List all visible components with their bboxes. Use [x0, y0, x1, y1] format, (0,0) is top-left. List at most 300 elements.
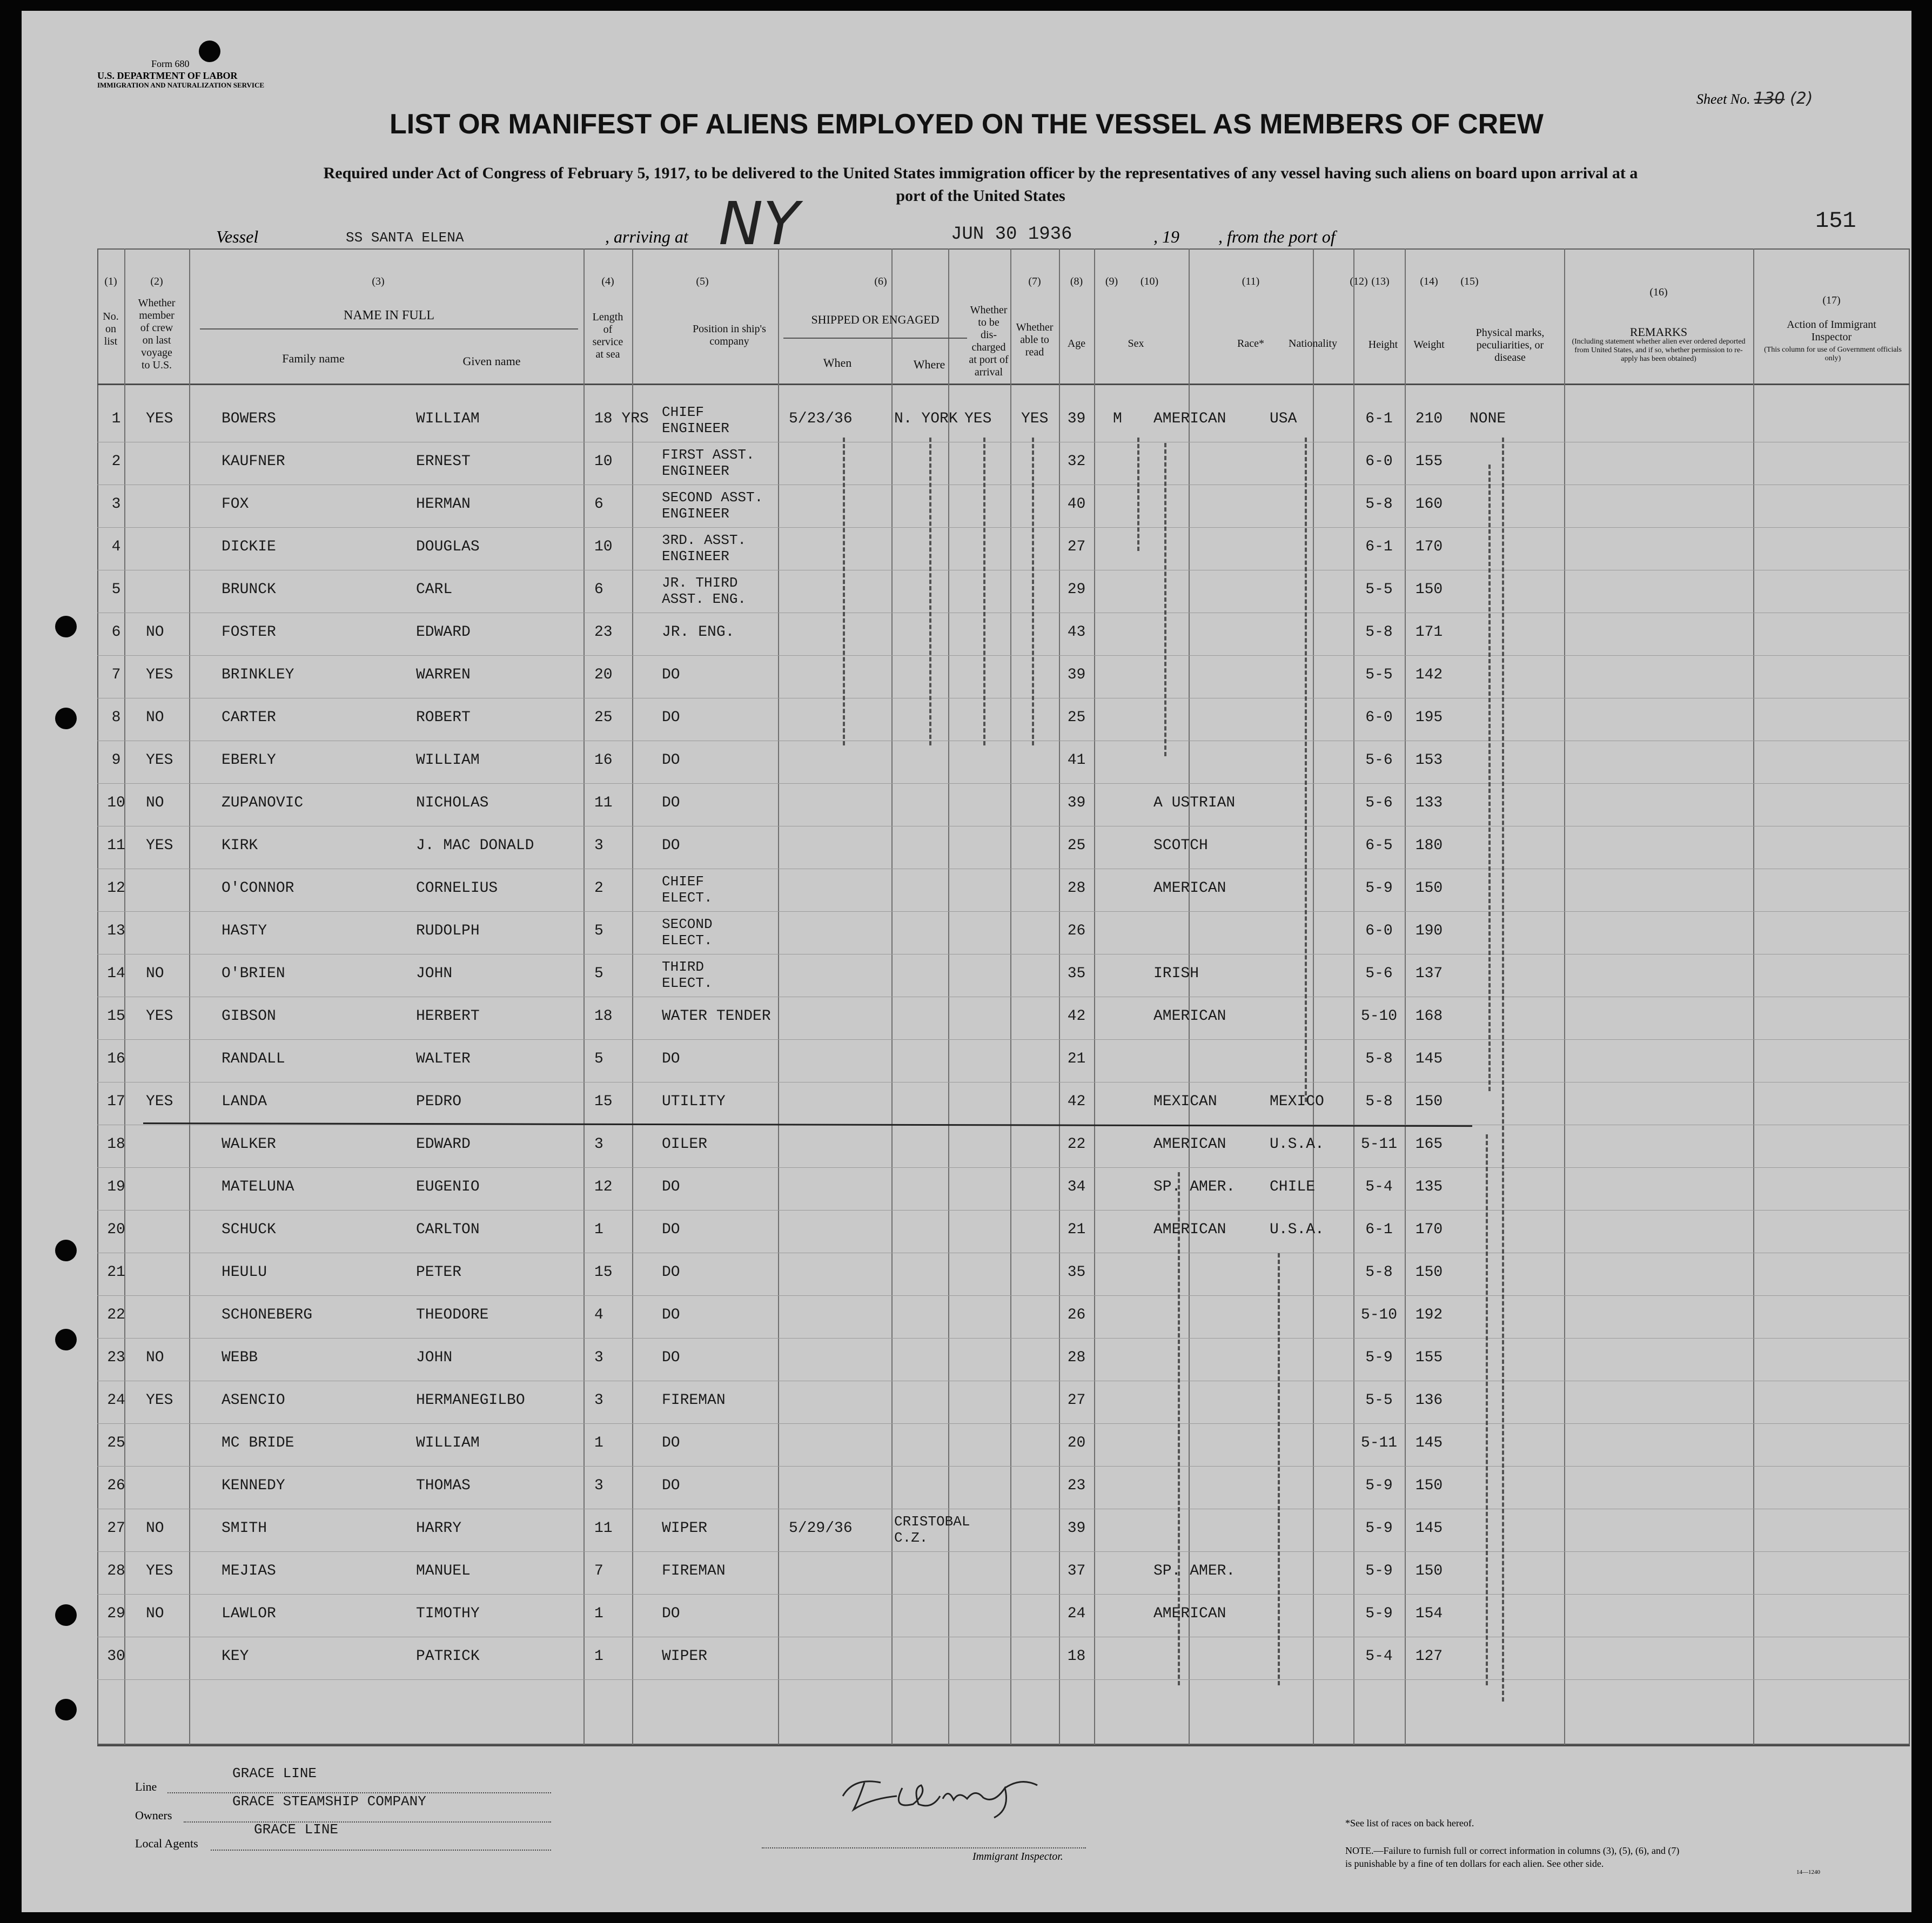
line-value: GRACE LINE — [232, 1765, 317, 1781]
given-name-cell: MANUEL — [416, 1563, 471, 1579]
local-agents-value: GRACE LINE — [254, 1821, 339, 1838]
length-of-service-cell: 3 — [594, 1477, 603, 1494]
race-cell: SCOTCH — [1153, 837, 1208, 854]
punch-hole — [55, 708, 77, 729]
age-cell: 42 — [1067, 1093, 1086, 1110]
given-name-cell: WILLIAM — [416, 752, 480, 769]
height-cell: 5-11 — [1360, 1136, 1398, 1153]
crew-last-voyage-cell: YES — [146, 1093, 173, 1110]
crew-last-voyage-cell: NO — [146, 965, 164, 982]
age-cell: 18 — [1067, 1648, 1086, 1665]
row-number-cell: 19 — [107, 1179, 125, 1195]
crew-last-voyage-cell: NO — [146, 709, 164, 726]
weight-cell: 150 — [1415, 1264, 1443, 1281]
height-cell: 5-10 — [1360, 1008, 1398, 1025]
weight-cell: 170 — [1415, 539, 1443, 555]
length-of-service-cell: 12 — [594, 1179, 613, 1195]
shipped-when-cell: 5/23/36 — [789, 411, 853, 427]
given-name-cell: WALTER — [416, 1051, 471, 1067]
height-cell: 5-9 — [1365, 1605, 1393, 1622]
ditto-mark — [1486, 1134, 1488, 1685]
ditto-mark — [1178, 1172, 1180, 1685]
age-cell: 27 — [1067, 1392, 1086, 1409]
height-cell: 5-5 — [1365, 667, 1393, 683]
age-cell: 26 — [1067, 1307, 1086, 1323]
position-cell: WATER TENDER — [662, 1008, 771, 1025]
length-of-service-cell: 6 — [594, 496, 603, 513]
position-cell: DO — [662, 1349, 680, 1366]
weight-cell: 150 — [1415, 1477, 1443, 1494]
position-cell: JR. THIRD ASST. ENG. — [662, 575, 747, 607]
position-cell: DO — [662, 709, 680, 726]
weight-cell: 180 — [1415, 837, 1443, 854]
length-of-service-cell: 11 — [594, 1520, 613, 1537]
family-name-cell: SMITH — [222, 1520, 267, 1537]
crew-last-voyage-cell: NO — [146, 1605, 164, 1622]
age-cell: 35 — [1067, 1264, 1086, 1281]
arrival-port-handwritten: NY — [719, 189, 800, 258]
race-cell: SP. AMER. — [1153, 1563, 1236, 1579]
age-cell: 28 — [1067, 1349, 1086, 1366]
owners-value: GRACE STEAMSHIP COMPANY — [232, 1793, 426, 1810]
position-cell: DO — [662, 667, 680, 683]
weight-cell: 192 — [1415, 1307, 1443, 1323]
family-name-cell: WEBB — [222, 1349, 258, 1366]
length-of-service-cell: 20 — [594, 667, 613, 683]
crew-last-voyage-cell: NO — [146, 1349, 164, 1366]
age-cell: 42 — [1067, 1008, 1086, 1025]
given-name-cell: J. MAC DONALD — [416, 837, 534, 854]
position-cell: WIPER — [662, 1648, 708, 1665]
position-cell: DO — [662, 1264, 680, 1281]
height-cell: 5-8 — [1365, 496, 1393, 513]
weight-cell: 137 — [1415, 965, 1443, 982]
crew-last-voyage-cell: NO — [146, 1520, 164, 1537]
given-name-cell: WILLIAM — [416, 1435, 480, 1451]
length-of-service-cell: 25 — [594, 709, 613, 726]
age-cell: 34 — [1067, 1179, 1086, 1195]
family-name-cell: FOX — [222, 496, 249, 513]
col-family-name: Family name — [282, 352, 345, 365]
position-cell: CHIEF ELECT. — [662, 873, 713, 906]
row-number-cell: 11 — [107, 837, 125, 854]
weight-cell: 135 — [1415, 1179, 1443, 1195]
family-name-cell: CARTER — [222, 709, 276, 726]
age-cell: 23 — [1067, 1477, 1086, 1494]
punch-hole — [199, 41, 220, 62]
height-cell: 5-6 — [1365, 965, 1393, 982]
length-of-service-cell: 11 — [594, 795, 613, 811]
sheet-number-value: 1̶3̶0̶ (2) — [1754, 89, 1813, 108]
row-number-cell: 6 — [111, 624, 121, 641]
nationality-cell: U.S.A. — [1270, 1136, 1324, 1153]
family-name-cell: SCHONEBERG — [222, 1307, 313, 1323]
length-of-service-cell: 4 — [594, 1307, 603, 1323]
col-name-in-full: NAME IN FULL — [344, 308, 434, 322]
row-number-cell: 14 — [107, 965, 125, 982]
row-number-cell: 22 — [107, 1307, 125, 1323]
given-name-cell: EDWARD — [416, 624, 471, 641]
age-cell: 27 — [1067, 539, 1086, 555]
ditto-mark — [929, 438, 931, 745]
age-cell: 43 — [1067, 624, 1086, 641]
row-number-cell: 16 — [107, 1051, 125, 1067]
position-cell: DO — [662, 837, 680, 854]
position-cell: DO — [662, 1179, 680, 1195]
family-name-cell: LAWLOR — [222, 1605, 276, 1622]
from-port-label: , from the port of — [1218, 227, 1336, 246]
height-cell: 5-10 — [1360, 1307, 1398, 1323]
ditto-mark — [983, 438, 985, 745]
length-of-service-cell: 18 YRS — [594, 411, 649, 427]
height-cell: 5-8 — [1365, 624, 1393, 641]
row-number-cell: 5 — [111, 581, 121, 598]
family-name-cell: DICKIE — [222, 539, 276, 555]
vessel-name: SS SANTA ELENA — [346, 230, 464, 246]
height-cell: 6-1 — [1365, 1221, 1393, 1238]
shipped-where-cell: N. YORK — [894, 411, 958, 427]
col-when: When — [823, 356, 852, 369]
age-cell: 39 — [1067, 667, 1086, 683]
punch-hole — [55, 1604, 77, 1626]
page-subtitle: Required under Act of Congress of February 5, 1917, to be delivered to the United States immigration officer by the representatives of any vessel having such aliens on board upon arrival at a port of the United States — [323, 164, 1638, 205]
ditto-mark — [1278, 1253, 1280, 1685]
length-of-service-cell: 6 — [594, 581, 603, 598]
weight-cell: 153 — [1415, 752, 1443, 769]
manifest-sheet: Form 680 U.S. DEPARTMENT OF LABOR IMMIGRATION AND NATURALIZATION SERVICE Sheet No. 1̶3̶0̶ (2) LIST OR MANIFEST OF ALIENS EMPLOYED ON THE VESSEL AS MEMBERS OF CREW Required under Act of Congress of February 5, 1917, to be delivered to the United States immigration officer by the representatives of any vessel having such aliens on board upon arrival at a port of the United States 151 Vessel SS SANTA ELENA , arriving at NY JUN 30 1936 , 19 , from the port of (1) (2) (3) (4) (5) (6) (7) (8) (9) (10) (11) (12) (13) (14) (15) (16) (17) No. on list Whether member of crew on last voyage to U.S. NAME IN FULL Family name Given name Length of service at sea Position in ship's company SHIPPED OR ENGAGED When Where Whether to be dis- charged at port of arrival Whether able to read Age Sex Race* Nationality Height Weight Physical marks, peculiarities, or disease REMARKS (Including statement whether alien ever ordered deported from United States, and if so, whether permission to re-apply has been obtained) Action of Immigrant Inspector (This column for use of Government officials only) 1 YES BOWERS WILLIAM 18 YRS CHIEF ENGINEER 5/23/36 N. YORK YES YES 39 M AMERICAN USA 6-1 210 NONE 2 KAUFNER ERNEST 10 FIRST ASST. ENGINEER 32 6-0 155 3 FOX HERMAN 6 SECOND ASST. ENGINEER 40 5-8 160 4 DICKIE DOUGLAS 10 3RD. ASST. ENGINEER 27 6-1 170 5 BRUNCK CARL 6 JR. THIRD ASST. ENG. 29 5-5 150 6 NO FOSTER EDWARD 23 JR. ENG. 43 5-8 171 7 YES BRINKLEY WARREN 20 DO 39 5-5 142 8 NO CARTER ROBERT 25 DO 25 6-0 195 9 YES EBERLY WILLIAM 16 DO 41 5-6 153 10 NO ZUPANOVIC NICHOLAS 11 DO 39 A USTRIAN 5-6 133 11 YES KIRK J. MAC DONALD 3 DO 25 SCOTCH 6-5 180 12 O'CONNOR CORNELIUS 2 CHIEF ELECT. 28 AMERICAN 5-9 150 13 HASTY RUDOLPH 5 SECOND ELECT. 26 6-0 190 14 NO O'BRIEN JOHN 5 THIRD ELECT. 35 IRISH 5-6 137 15 YES GIBSON HERBERT 18 WATER TENDER 42 AMERICAN 5-10 168 16 RANDALL WALTER 5 DO 21 5-8 145 17 YES LANDA PEDRO 15 UTILITY 42 MEXICAN MEXICO 5-8 150 18 WALKER EDWARD 3 OILER 22 AMERICAN U.S.A. 5-11 165 19 MATELUNA EUGENIO 12 DO 34 SP. AMER. CHILE 5-4 135 20 SCHUCK CARLTON 1 DO 21 AMERICAN U.S.A. 6-1 170 21 HEULU PETER 15 DO 35 5-8 150 22 SCHONEBERG THEODORE 4 DO 26 5-10 192 23 NO WEBB JOHN 3 DO 28 5-9 155 24 YES ASENCIO HERMANEGILBO 3 FIREMAN 27 5-5 136 25 MC BRIDE WILLIAM 1 DO 20 5-11 145 26 KENNEDY THOMAS 3 DO 23 5-9 150 27 NO SMITH HARRY 11 WIPER 5/29/36 CRISTOBAL C.Z. 39 5-9 145 28 YES MEJIAS MANUEL 7 FIREMAN 37 SP. AMER. 5-9 150 29 NO LAWLOR TIMOTHY 1 DO 24 AMERICAN 5-9 154 30 KEY PATRICK 1 WIPER 18 5-4 127 Line GRACE LINE Owners GRACE STEAMSHIP COMPANY Local Agents GRACE LINE Immigrant Inspector. *See list of races on back hereof. NOTE.—Failure to furnish full or correct information in columns (3), (5), (6), and (7) is punishable by a fine of ten dollars for each alien. See other side. 14—1240 — [22, 11, 1911, 1912]
ditto-mark — [1032, 438, 1034, 745]
family-name-cell: MATELUNA — [222, 1179, 294, 1195]
crew-last-voyage-cell: YES — [146, 1392, 173, 1409]
col-height: Height — [1368, 339, 1398, 351]
weight-cell: 142 — [1415, 667, 1443, 683]
position-cell: DO — [662, 1435, 680, 1451]
inspector-signature — [832, 1766, 1081, 1820]
ditto-mark — [843, 438, 845, 745]
race-cell: AMERICAN — [1153, 1008, 1226, 1025]
row-number-cell: 20 — [107, 1221, 125, 1238]
given-name-cell: THOMAS — [416, 1477, 471, 1494]
position-cell: DO — [662, 1605, 680, 1622]
sheet-number-label: Sheet No. 1̶3̶0̶ (2) — [1696, 89, 1813, 108]
length-of-service-cell: 10 — [594, 539, 613, 555]
row-number-cell: 8 — [111, 709, 121, 726]
age-cell: 26 — [1067, 923, 1086, 939]
row-number-cell: 17 — [107, 1093, 125, 1110]
given-name-cell: PEDRO — [416, 1093, 462, 1110]
height-cell: 5-4 — [1365, 1179, 1393, 1195]
family-name-cell: BRUNCK — [222, 581, 276, 598]
race-cell: IRISH — [1153, 965, 1199, 982]
department: U.S. DEPARTMENT OF LABOR — [97, 70, 238, 81]
height-cell: 6-1 — [1365, 411, 1393, 427]
given-name-cell: HARRY — [416, 1520, 462, 1537]
vessel-label: Vessel — [216, 227, 259, 246]
punch-hole — [55, 616, 77, 637]
race-cell: AMERICAN — [1153, 411, 1226, 427]
able-to-read-cell: YES — [1021, 411, 1049, 427]
family-name-cell: SCHUCK — [222, 1221, 276, 1238]
position-cell: WIPER — [662, 1520, 708, 1537]
weight-cell: 150 — [1415, 1093, 1443, 1110]
length-of-service-cell: 3 — [594, 837, 603, 854]
family-name-cell: BOWERS — [222, 411, 276, 427]
weight-cell: 195 — [1415, 709, 1443, 726]
nationality-cell: CHILE — [1270, 1179, 1316, 1195]
col-action-inspector: Action of Immigrant Inspector — [1787, 319, 1876, 343]
length-of-service-cell: 23 — [594, 624, 613, 641]
given-name-cell: PETER — [416, 1264, 462, 1281]
given-name-cell: DOUGLAS — [416, 539, 480, 555]
length-of-service-cell: 5 — [594, 965, 603, 982]
crew-last-voyage-cell: YES — [146, 837, 173, 854]
given-name-cell: HERMAN — [416, 496, 471, 513]
age-cell: 29 — [1067, 581, 1086, 598]
age-cell: 35 — [1067, 965, 1086, 982]
col-remarks: REMARKS — [1629, 325, 1688, 339]
row-number-cell: 30 — [107, 1648, 125, 1665]
ditto-mark — [1137, 438, 1139, 551]
col-shipped-or-engaged: SHIPPED OR ENGAGED — [811, 313, 940, 326]
row-number-cell: 24 — [107, 1392, 125, 1409]
row-number-cell: 23 — [107, 1349, 125, 1366]
col-action-inspector-note: (This column for use of Government officials only) — [1764, 346, 1902, 362]
row-number-cell: 10 — [107, 795, 125, 811]
weight-cell: 168 — [1415, 1008, 1443, 1025]
nationality-cell: MEXICO — [1270, 1093, 1324, 1110]
weight-cell: 210 — [1415, 411, 1443, 427]
length-of-service-cell: 1 — [594, 1221, 603, 1238]
family-name-cell: EBERLY — [222, 752, 276, 769]
family-name-cell: RANDALL — [222, 1051, 285, 1067]
age-cell: 32 — [1067, 453, 1086, 470]
length-of-service-cell: 5 — [594, 1051, 603, 1067]
position-cell: FIREMAN — [662, 1563, 726, 1579]
weight-cell: 165 — [1415, 1136, 1443, 1153]
local-agents-label: Local Agents — [135, 1837, 198, 1850]
height-cell: 6-0 — [1365, 923, 1393, 939]
given-name-cell: WARREN — [416, 667, 471, 683]
row-number-cell: 29 — [107, 1605, 125, 1622]
length-of-service-cell: 2 — [594, 880, 603, 897]
col-given-name: Given name — [462, 354, 521, 368]
race-cell: AMERICAN — [1153, 880, 1226, 897]
ditto-mark — [1502, 438, 1504, 1702]
race-cell: AMERICAN — [1153, 1221, 1226, 1238]
position-cell: DO — [662, 1307, 680, 1323]
crew-last-voyage-cell: NO — [146, 795, 164, 811]
given-name-cell: CARL — [416, 581, 453, 598]
age-cell: 24 — [1067, 1605, 1086, 1622]
year-label: , 19 — [1153, 227, 1179, 246]
nationality-cell: U.S.A. — [1270, 1221, 1324, 1238]
crew-last-voyage-cell: YES — [146, 667, 173, 683]
weight-cell: 150 — [1415, 880, 1443, 897]
family-name-cell: O'CONNOR — [222, 880, 294, 897]
age-cell: 39 — [1067, 795, 1086, 811]
row-number-cell: 26 — [107, 1477, 125, 1494]
position-cell: CHIEF ENGINEER — [662, 404, 729, 436]
immigrant-inspector-label: Immigrant Inspector. — [972, 1851, 1063, 1863]
family-name-cell: GIBSON — [222, 1008, 276, 1025]
col-where: Where — [913, 358, 945, 371]
position-cell: JR. ENG. — [662, 624, 735, 641]
weight-cell: 127 — [1415, 1648, 1443, 1665]
given-name-cell: NICHOLAS — [416, 795, 489, 811]
shipped-when-cell: 5/29/36 — [789, 1520, 853, 1537]
race-cell: AMERICAN — [1153, 1136, 1226, 1153]
weight-cell: 155 — [1415, 1349, 1443, 1366]
col-position: Position in ship's company — [693, 323, 766, 347]
penalty-note: NOTE.—Failure to furnish full or correct information in columns (3), (5), (6), and (7) is punishable by a fine of ten dollars for each alien. See other side. — [1345, 1845, 1680, 1869]
position-cell: SECOND ASST. ENGINEER — [662, 489, 763, 522]
position-cell: OILER — [662, 1136, 708, 1153]
given-name-cell: JOHN — [416, 1349, 453, 1366]
length-of-service-cell: 1 — [594, 1435, 603, 1451]
height-cell: 5-5 — [1365, 581, 1393, 598]
height-cell: 6-0 — [1365, 709, 1393, 726]
age-cell: 40 — [1067, 496, 1086, 513]
given-name-cell: ERNEST — [416, 453, 471, 470]
weight-cell: 150 — [1415, 1563, 1443, 1579]
age-cell: 25 — [1067, 709, 1086, 726]
sex-cell: M — [1113, 411, 1122, 427]
given-name-cell: PATRICK — [416, 1648, 480, 1665]
form-number: Form 680 — [151, 58, 190, 69]
height-cell: 5-11 — [1360, 1435, 1398, 1451]
family-name-cell: KEY — [222, 1648, 249, 1665]
weight-cell: 145 — [1415, 1435, 1443, 1451]
col-sex: Sex — [1128, 338, 1144, 349]
family-name-cell: HASTY — [222, 923, 267, 939]
position-cell: FIRST ASST. ENGINEER — [662, 447, 755, 479]
owners-label: Owners — [135, 1808, 172, 1822]
row-number-cell: 27 — [107, 1520, 125, 1537]
position-cell: DO — [662, 752, 680, 769]
row-number-cell: 21 — [107, 1264, 125, 1281]
family-name-cell: FOSTER — [222, 624, 276, 641]
family-name-cell: KENNEDY — [222, 1477, 285, 1494]
race-cell: AMERICAN — [1153, 1605, 1226, 1622]
family-name-cell: ASENCIO — [222, 1392, 285, 1409]
position-cell: DO — [662, 795, 680, 811]
position-cell: 3RD. ASST. ENGINEER — [662, 532, 747, 564]
given-name-cell: HERBERT — [416, 1008, 480, 1025]
length-of-service-cell: 7 — [594, 1563, 603, 1579]
family-name-cell: BRINKLEY — [222, 667, 294, 683]
age-cell: 21 — [1067, 1221, 1086, 1238]
punch-hole — [55, 1699, 77, 1720]
family-name-cell: MEJIAS — [222, 1563, 276, 1579]
crew-last-voyage-cell: NO — [146, 624, 164, 641]
given-name-cell: CORNELIUS — [416, 880, 498, 897]
length-of-service-cell: 16 — [594, 752, 613, 769]
weight-cell: 190 — [1415, 923, 1443, 939]
service: IMMIGRATION AND NATURALIZATION SERVICE — [97, 81, 265, 89]
length-of-service-cell: 1 — [594, 1648, 603, 1665]
position-cell: UTILITY — [662, 1093, 726, 1110]
row-number-cell: 9 — [111, 752, 121, 769]
crew-last-voyage-cell: YES — [146, 411, 173, 427]
height-cell: 5-8 — [1365, 1051, 1393, 1067]
punch-hole — [55, 1329, 77, 1350]
punch-hole — [55, 1240, 77, 1261]
given-name-cell: WILLIAM — [416, 411, 480, 427]
position-cell: FIREMAN — [662, 1392, 726, 1409]
row-number-cell: 2 — [111, 453, 121, 470]
given-name-cell: ROBERT — [416, 709, 471, 726]
height-cell: 5-4 — [1365, 1648, 1393, 1665]
form-code: 14—1240 — [1796, 1869, 1820, 1875]
weight-cell: 170 — [1415, 1221, 1443, 1238]
race-footnote: *See list of races on back hereof. — [1345, 1818, 1474, 1828]
family-name-cell: MC BRIDE — [222, 1435, 294, 1451]
position-cell: SECOND ELECT. — [662, 916, 713, 949]
col-weight: Weight — [1413, 339, 1445, 351]
family-name-cell: ZUPANOVIC — [222, 795, 304, 811]
height-cell: 6-1 — [1365, 539, 1393, 555]
row-number-cell: 25 — [107, 1435, 125, 1451]
length-of-service-cell: 3 — [594, 1392, 603, 1409]
given-name-cell: THEODORE — [416, 1307, 489, 1323]
col-race: Race* — [1237, 338, 1264, 349]
nationality-cell: USA — [1270, 411, 1297, 427]
given-name-cell: EUGENIO — [416, 1179, 480, 1195]
family-name-cell: LANDA — [222, 1093, 267, 1110]
arriving-label: , arriving at — [605, 227, 688, 246]
position-cell: DO — [662, 1221, 680, 1238]
age-cell: 28 — [1067, 880, 1086, 897]
crew-last-voyage-cell: YES — [146, 752, 173, 769]
row-number-cell: 13 — [107, 923, 125, 939]
age-cell: 20 — [1067, 1435, 1086, 1451]
age-cell: 41 — [1067, 752, 1086, 769]
height-cell: 5-5 — [1365, 1392, 1393, 1409]
position-cell: DO — [662, 1051, 680, 1067]
height-cell: 6-5 — [1365, 837, 1393, 854]
weight-cell: 145 — [1415, 1520, 1443, 1537]
weight-cell: 150 — [1415, 581, 1443, 598]
ditto-mark — [1488, 465, 1491, 1091]
given-name-cell: HERMANEGILBO — [416, 1392, 525, 1409]
age-cell: 37 — [1067, 1563, 1086, 1579]
height-cell: 5-9 — [1365, 1477, 1393, 1494]
height-cell: 5-6 — [1365, 795, 1393, 811]
height-cell: 5-9 — [1365, 1520, 1393, 1537]
height-cell: 5-8 — [1365, 1093, 1393, 1110]
height-cell: 5-6 — [1365, 752, 1393, 769]
weight-cell: 136 — [1415, 1392, 1443, 1409]
age-cell: 25 — [1067, 837, 1086, 854]
weight-cell: 171 — [1415, 624, 1443, 641]
height-cell: 5-8 — [1365, 1264, 1393, 1281]
arrival-date-stamp: JUN 30 1936 — [951, 224, 1072, 245]
stamp-151: 151 — [1815, 208, 1856, 234]
length-of-service-cell: 3 — [594, 1349, 603, 1366]
length-of-service-cell: 15 — [594, 1264, 613, 1281]
family-name-cell: HEULU — [222, 1264, 267, 1281]
col-nationality: Nationality — [1289, 338, 1337, 349]
physical-marks-cell: NONE — [1470, 411, 1506, 427]
crew-last-voyage-cell: YES — [146, 1563, 173, 1579]
family-name-cell: KAUFNER — [222, 453, 285, 470]
col-remarks-note: (Including statement whether alien ever ordered deported from United States, and if so, whether permission to re-apply has been obtained) — [1572, 338, 1746, 363]
position-cell: THIRD ELECT. — [662, 959, 713, 991]
row-number-cell: 18 — [107, 1136, 125, 1153]
age-cell: 39 — [1067, 1520, 1086, 1537]
row-number-cell: 4 — [111, 539, 121, 555]
length-of-service-cell: 15 — [594, 1093, 613, 1110]
